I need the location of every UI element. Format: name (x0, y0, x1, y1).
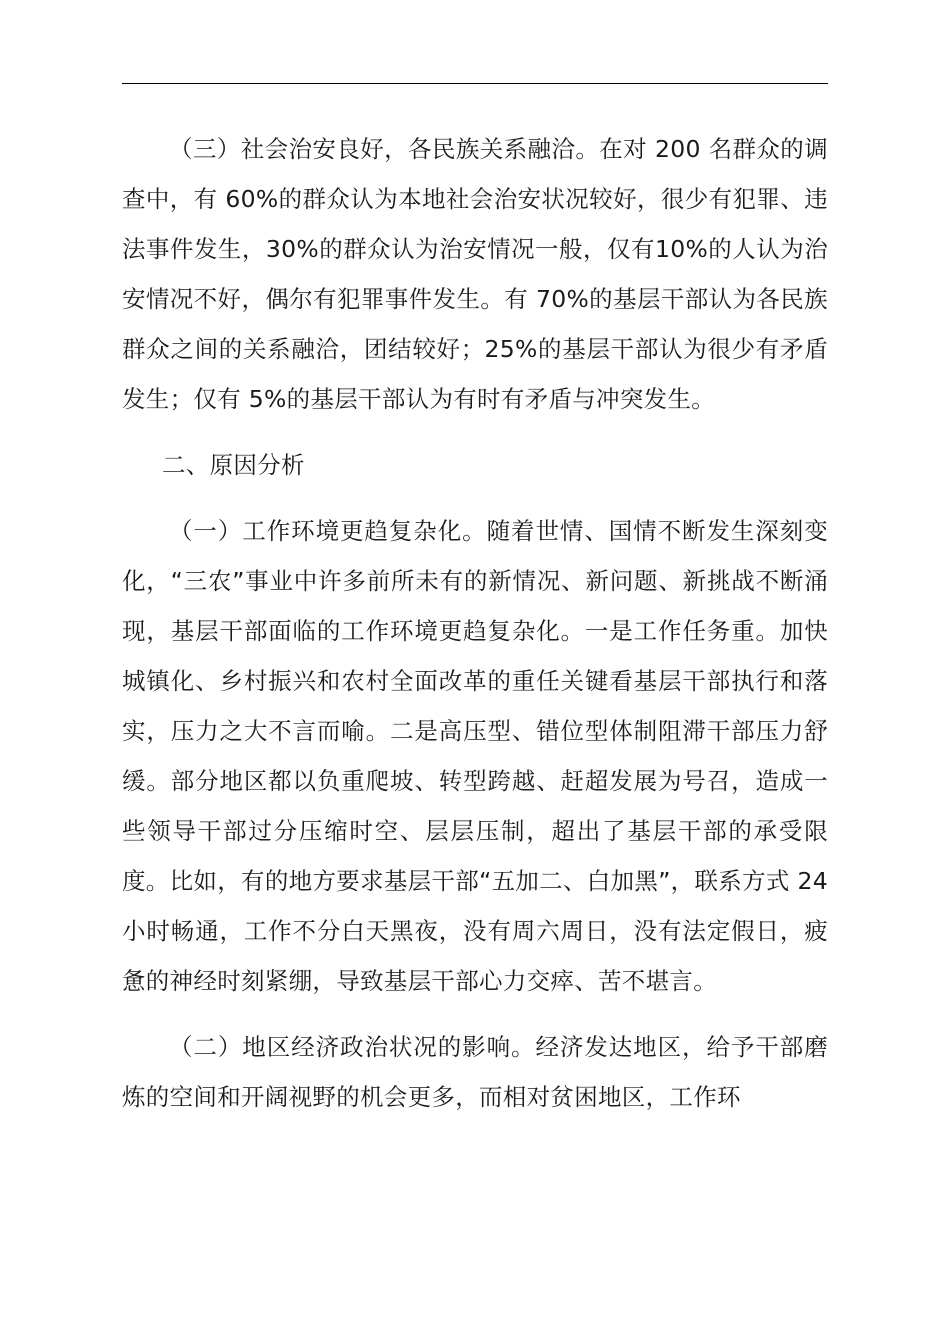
section-heading-cause-analysis: 二、原因分析 (162, 451, 305, 479)
paragraph-regional-economy: （二）地区经济政治状况的影响。经济发达地区，给予干部磨炼的空间和开阔视野的机会更多，而相对贫困地区，工作环 (122, 1033, 828, 1111)
paragraph-social-security: （三）社会治安良好，各民族关系融洽。在对 200 名群众的调查中，有 60%的群众认为本地社会治安状况较好，很少有犯罪、违法事件发生，30%的群众认为治安情况一般，仅有10%的人认为治安情况不好，偶尔有犯罪事件发生。有 70%的基层干部认为各民族群众之间的关系融洽，团结较好；25%的基层干部认为很少有矛盾发生；仅有 5%的基层干部认为有时有矛盾与冲突发生。 (122, 135, 828, 413)
paragraph-work-environment: （一）工作环境更趋复杂化。随着世情、国情不断发生深刻变化，“三农”事业中许多前所未有的新情况、新问题、新挑战不断涌现，基层干部面临的工作环境更趋复杂化。一是工作任务重。加快城镇化、乡村振兴和农村全面改革的重任关键看基层干部执行和落实，压力之大不言而喻。二是高压型、错位型体制阻滞干部压力舒缓。部分地区都以负重爬坡、转型跨越、赶超发展为号召，造成一些领导干部过分压缩时空、层层压制，超出了基层干部的承受限度。比如，有的地方要求基层干部“五加二、白加黑”，联系方式 24 小时畅通，工作不分白天黑夜，没有周六周日，没有法定假日，疲惫的神经时刻紧绷，导致基层干部心力交瘁、苦不堪言。 (122, 517, 828, 995)
header-rule (122, 83, 828, 84)
document-body (122, 124, 828, 1122)
